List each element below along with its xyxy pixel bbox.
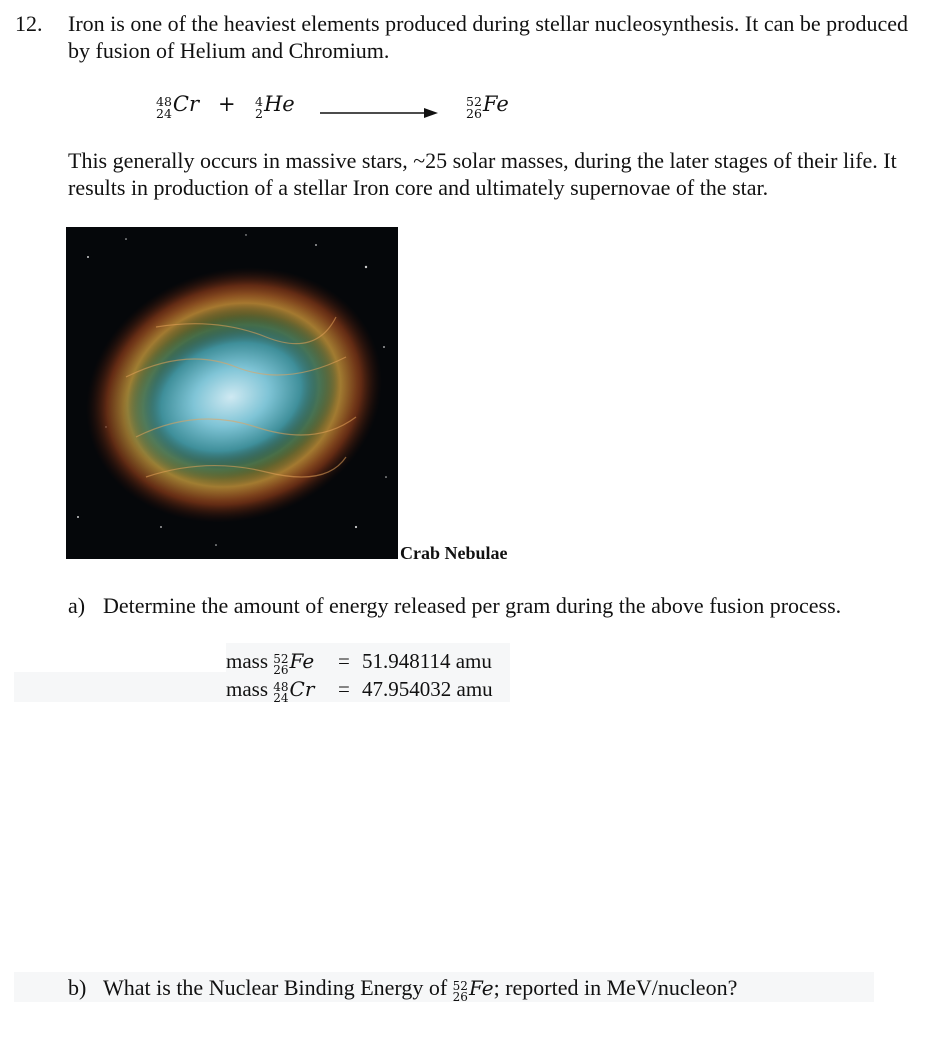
question-description: This generally occurs in massive stars, ~25 solar masses, during the later stages of their life. It results in production of a stellar Iron core and ultimately supernovae of the star. (68, 148, 897, 200)
nuclide-chromium: 48 24 Cr (273, 677, 315, 705)
nuclide-iron: 52 26 Fe (452, 976, 494, 1004)
question-number: 12. (15, 11, 43, 36)
figure-caption: Crab Nebulae (400, 543, 508, 563)
part-a-label: a) (68, 593, 86, 618)
mass-prefix: mass (226, 677, 268, 701)
reaction-arrow-icon (320, 108, 438, 118)
equals-sign: = (338, 649, 350, 673)
mass-row-chromium (0, 677, 952, 705)
part-a-question: Determine the amount of energy released per gram during the above fusion process. (103, 593, 842, 618)
mass-value-iron: 51.948114 amu (362, 649, 492, 673)
nuclide-iron: 52 26 Fe (273, 649, 315, 677)
mass-row-iron (0, 649, 952, 677)
part-b-text-after: ; reported in MeV/nucleon? (493, 975, 738, 1000)
equals-sign: = (338, 677, 350, 701)
reactant-helium: 4 2 He (255, 92, 295, 121)
part-b-question (103, 974, 737, 1003)
part-b-label: b) (68, 975, 87, 1000)
fusion-reaction-equation (0, 88, 952, 128)
part-b-text-before: What is the Nuclear Binding Energy of (103, 975, 448, 1000)
product-iron: 52 26 Fe (466, 92, 509, 121)
question-intro: Iron is one of the heaviest elements produced during stellar nucleosynthesis. It can be produced by fusion of Helium and Chromium. (68, 11, 909, 63)
mass-value-chromium: 47.954032 amu (362, 677, 493, 701)
reactant-chromium: 48 24 Cr (156, 92, 200, 121)
crab-nebula-image (66, 227, 398, 559)
plus-sign: + (218, 92, 236, 116)
mass-prefix: mass (226, 649, 268, 673)
